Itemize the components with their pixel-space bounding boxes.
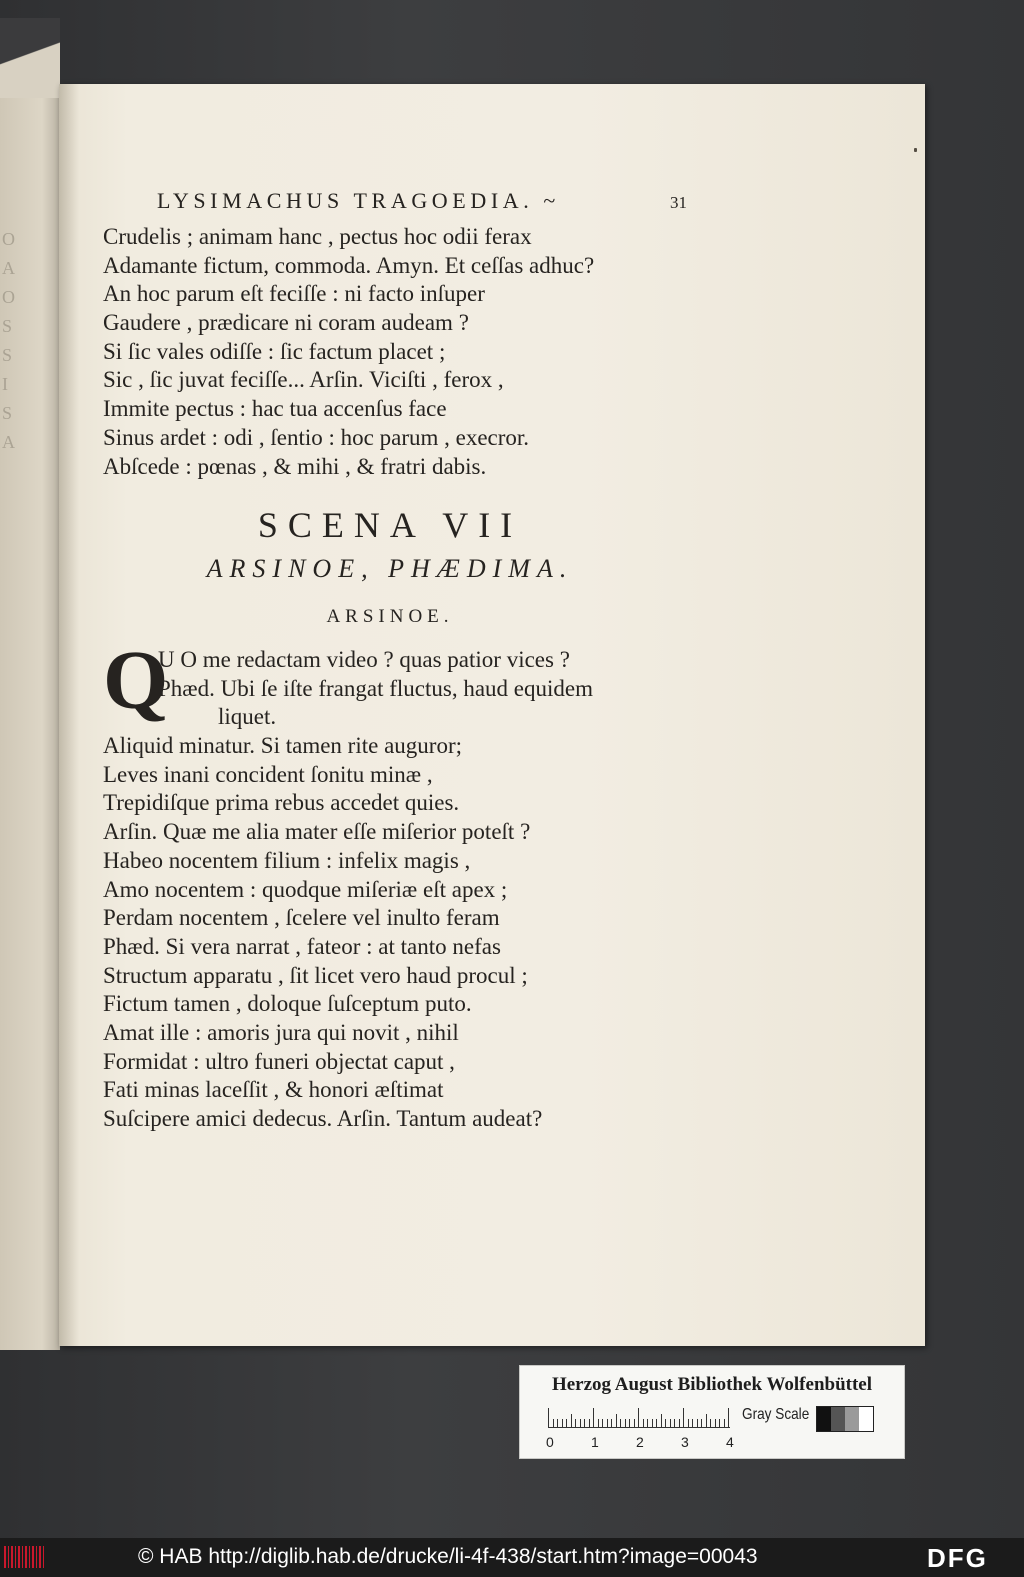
verse-line: Structum apparatu , ſit licet vero haud procul ;: [103, 962, 528, 988]
ruler-tick: [665, 1419, 666, 1428]
ruler-tick: [557, 1419, 558, 1428]
ruler-tick: [656, 1419, 657, 1428]
ruler-tick: [647, 1419, 648, 1428]
library-name: Herzog August Bibliothek Wolfenbüttel: [551, 1374, 873, 1395]
verse-line: Formidat : ultro funeri objectat caput ,: [103, 1048, 455, 1074]
gray-swatch: [845, 1407, 859, 1431]
footer-url[interactable]: © HAB http://diglib.hab.de/drucke/li-4f-438/start.htm?image=00043: [138, 1545, 758, 1568]
verse-line: Leves inani concident ſonitu minæ ,: [103, 761, 433, 787]
ruler-scale: [548, 1406, 730, 1428]
verse-line: Amat ille : amoris jura qui novit , nihil: [103, 1019, 459, 1045]
ruler-tick: [548, 1408, 549, 1428]
verse-line: Adamante fictum, commoda. Amyn. Et ceſſas adhuc?: [103, 252, 595, 278]
ruler-number: 0: [546, 1434, 554, 1450]
ruler-tick: [661, 1414, 662, 1428]
grayscale-swatches: [816, 1406, 874, 1432]
verse-line: Phæd. Ubi ſe iſte frangat fluctus, haud equidem: [158, 675, 593, 701]
ruler-tick: [580, 1419, 581, 1428]
ruler-tick: [715, 1419, 716, 1428]
verse-line: An hoc parum eſt feciſſe : ni facto inſuper: [103, 281, 485, 307]
ruler-tick: [625, 1419, 626, 1428]
dfg-logo: DFG: [927, 1543, 988, 1573]
verse-line: Sic , ſic juvat feciſſe... Arſin. Viciſti , ferox ,: [103, 367, 504, 393]
gray-swatch: [817, 1407, 831, 1431]
verse-line: Aliquid minatur. Si tamen rite auguror;: [103, 733, 462, 759]
ruler-tick: [629, 1419, 630, 1428]
verse-line: Sinus ardet : odi , ſentio : hoc parum , execror.: [103, 424, 530, 450]
ruler-tick: [638, 1408, 639, 1428]
ruler-tick: [710, 1419, 711, 1428]
ruler-number: 1: [591, 1434, 599, 1450]
ruler-tick: [728, 1408, 729, 1428]
grayscale-label: Gray Scale: [742, 1406, 810, 1423]
ruler-tick: [616, 1414, 617, 1428]
scene-title: SCENA VII: [257, 505, 523, 545]
ruler-tick: [571, 1414, 572, 1428]
ruler-tick: [607, 1419, 608, 1428]
verse-line: Suſcipere amici dedecus. Arſin. Tantum audeat?: [103, 1106, 543, 1131]
verse-line: Immite pectus : hac tua accenſus face: [103, 396, 447, 422]
ruler-tick: [670, 1419, 671, 1428]
footer-bar: [0, 1538, 1024, 1577]
ruler-tick: [719, 1419, 720, 1428]
ruler-number: 4: [726, 1434, 734, 1450]
ruler-tick: [679, 1419, 680, 1428]
ruler-tick: [575, 1419, 576, 1428]
verse-line: Habeo nocentem filium : infelix magis ,: [103, 847, 471, 873]
scene-persons: ARSINOE, PHÆDIMA.: [206, 554, 574, 583]
gray-swatch: [831, 1407, 845, 1431]
ruler-tick: [683, 1408, 684, 1428]
ruler-number: 2: [636, 1434, 644, 1450]
verse-line: Crudelis ; animam hanc , pectus hoc odii ferax: [103, 224, 532, 249]
verse-line: Fictum tamen , doloque ſuſceptum puto.: [103, 991, 472, 1017]
verse-line: Trepidiſque prima rebus accedet quies.: [103, 790, 460, 816]
verse-block-top: [103, 223, 594, 481]
ruler-tick: [692, 1419, 693, 1428]
ruler-tick: [724, 1419, 725, 1428]
ruler-tick: [620, 1419, 621, 1428]
page-number: 31: [670, 193, 687, 212]
library-color-card: [519, 1365, 905, 1459]
ruler-tick: [706, 1414, 707, 1428]
verse-line: Fati minas laceſſit , & honori æſtimat: [103, 1077, 444, 1103]
ruler-tick: [598, 1419, 599, 1428]
ruler-tick: [562, 1419, 563, 1428]
drop-cap: Q: [103, 634, 169, 727]
barcode-icon: [4, 1546, 44, 1568]
verse-line: Amo nocentem : quodque miſeriæ eſt apex ;: [103, 876, 508, 902]
ruler-tick: [602, 1419, 603, 1428]
ruler-tick: [553, 1419, 554, 1428]
gray-swatch: [859, 1407, 873, 1431]
gutter-shadow: [59, 84, 79, 1346]
verse-line: Si ſic vales odiſſe : ſic factum placet ;: [103, 338, 446, 364]
ruler-tick: [697, 1419, 698, 1428]
verse-line: U O me redactam video ? quas patior vices ?: [158, 647, 570, 672]
ruler-tick: [634, 1419, 635, 1428]
ruler-tick: [674, 1419, 675, 1428]
running-head: LYSIMACHUS TRAGOEDIA. ~: [157, 188, 560, 213]
ruler-number: 3: [681, 1434, 689, 1450]
ruler-tick: [584, 1419, 585, 1428]
show-through-letters: O A O S S I S A: [2, 229, 15, 452]
verse-line: Arſin. Quæ me alia mater eſſe miſerior poteſt ?: [103, 819, 531, 845]
ruler-tick: [593, 1408, 594, 1428]
verse-line: Phæd. Si vera narrat , fateor : at tanto nefas: [103, 933, 501, 959]
paper-speck: [914, 148, 917, 152]
verse-line: liquet.: [218, 704, 277, 730]
ruler-tick: [611, 1419, 612, 1428]
ruler-tick: [643, 1419, 644, 1428]
verse-line: Abſcede : pœnas , & mihi , & fratri dabis.: [103, 453, 487, 479]
ruler-tick: [688, 1419, 689, 1428]
verse-block-bottom: [103, 646, 593, 1134]
verse-line: Perdam nocentem , ſcelere vel inulto feram: [103, 905, 500, 931]
ruler-tick: [701, 1419, 702, 1428]
speaker-heading: ARSINOE.: [326, 606, 454, 627]
ruler-tick: [652, 1419, 653, 1428]
verse-line: Gaudere , prædicare ni coram audeam ?: [103, 310, 469, 336]
ruler-tick: [566, 1419, 567, 1428]
ruler-tick: [589, 1419, 590, 1428]
